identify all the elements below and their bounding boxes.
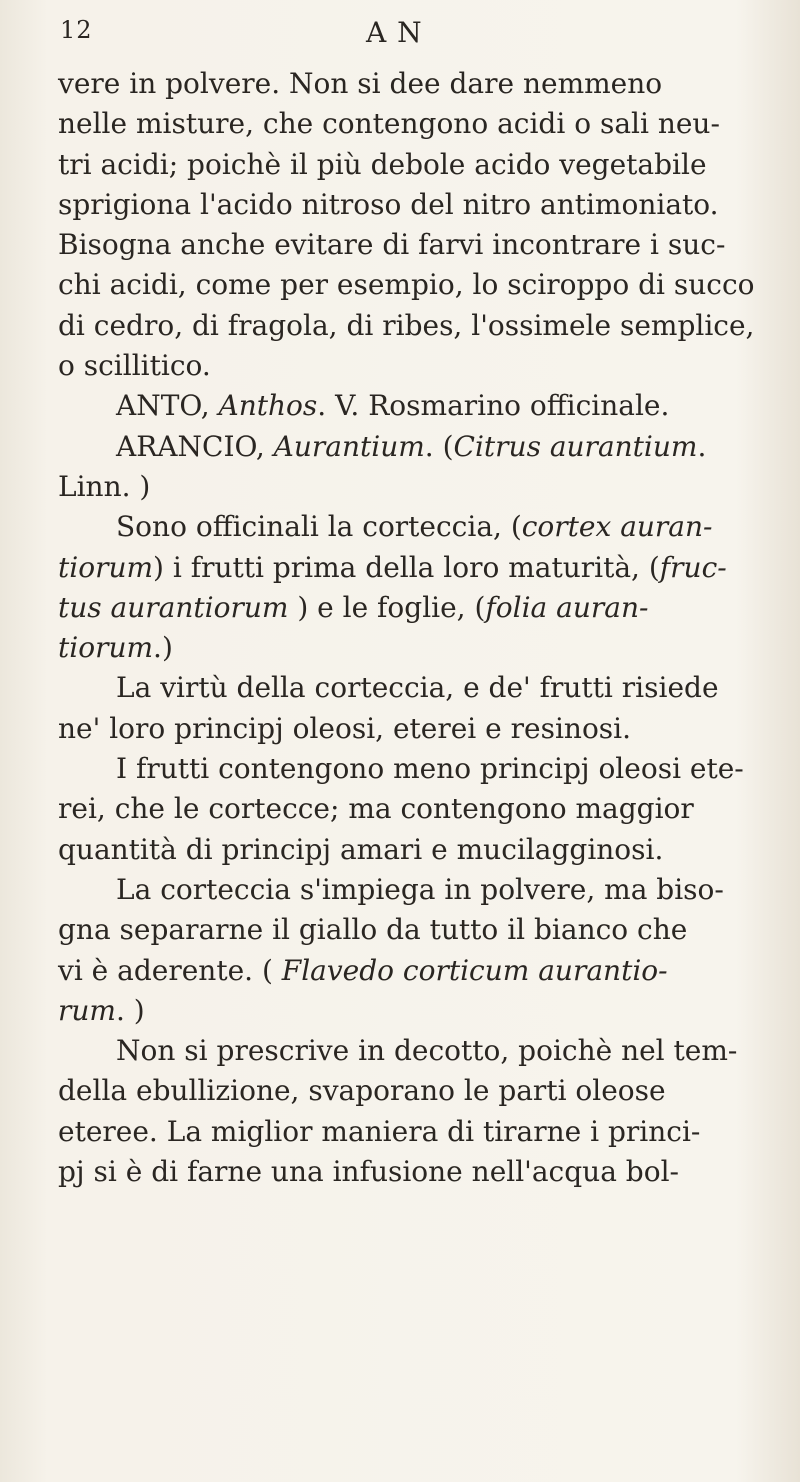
text-span: sprigiona l'acido nitroso del nitro antimoniato. (58, 187, 719, 221)
text-span: ARANCIO, (116, 429, 274, 463)
italic-text: folia auran- (485, 590, 649, 624)
text-line (58, 548, 758, 588)
text-line (58, 749, 758, 789)
text-line (58, 265, 758, 305)
italic-text: cortex auran- (521, 510, 713, 544)
text-line (58, 507, 758, 547)
body-text (58, 64, 758, 1192)
text-span: Non si prescrive in decotto, poichè nel tem- (116, 1034, 738, 1068)
text-line (58, 709, 758, 749)
text-line (58, 386, 758, 426)
text-span: tri acidi; poichè il più debole acido vegetabile (58, 147, 707, 181)
text-line (58, 668, 758, 708)
italic-text: Citrus aurantium (453, 429, 698, 463)
text-span: della ebullizione, svaporano le parti oleose (58, 1074, 666, 1108)
text-span: quantità di principj amari e mucilagginosi. (58, 832, 664, 866)
text-span: . ( (424, 429, 454, 463)
text-line (58, 789, 758, 829)
page-header (0, 16, 800, 56)
text-line (58, 628, 758, 668)
text-line (58, 870, 758, 910)
text-line (58, 1031, 758, 1071)
italic-text: fruc- (659, 550, 727, 584)
italic-text: tiorum (58, 550, 154, 584)
italic-text: Flavedo corticum aurantio- (281, 953, 668, 987)
running-head: A N (366, 16, 423, 49)
italic-text: Aurantium (273, 429, 425, 463)
italic-text: tiorum (58, 631, 154, 665)
page-number: 12 (60, 16, 93, 44)
text-span: ne' loro principj oleosi, eterei e resinosi. (58, 711, 632, 745)
text-span: Sono officinali la corteccia, ( (116, 510, 522, 544)
text-line (58, 951, 758, 991)
text-span: Linn. ) (58, 469, 151, 503)
text-span: vi è aderente. ( (58, 953, 282, 987)
text-span: La virtù della corteccia, e de' frutti risiede (116, 671, 719, 705)
text-span: pj si è di farne una infusione nell'acqua bol- (58, 1155, 679, 1189)
text-line (58, 1112, 758, 1152)
text-span: vere in polvere. Non si dee dare nemmeno (58, 67, 663, 100)
text-line (58, 1152, 758, 1192)
text-line (58, 64, 758, 104)
text-span: di cedro, di fragola, di ribes, l'ossimele semplice, (58, 308, 755, 342)
italic-text: Anthos (218, 389, 318, 423)
text-span: . (697, 429, 707, 463)
italic-text: rum (58, 993, 116, 1027)
text-span: ) i frutti prima della loro maturità, ( (153, 550, 660, 584)
italic-text: tus aurantiorum (58, 590, 289, 624)
text-span: o scillitico. (58, 349, 211, 383)
text-line (58, 467, 758, 507)
text-span: ANTO, (116, 389, 219, 423)
text-line (58, 346, 758, 386)
text-span: . ) (115, 993, 145, 1027)
text-span: . V. Rosmarino officinale. (317, 389, 670, 423)
text-line (58, 185, 758, 225)
text-span: .) (153, 631, 173, 665)
text-span: ) e le foglie, ( (288, 590, 486, 624)
text-line (58, 104, 758, 144)
text-span: I frutti contengono meno principj oleosi ete- (116, 752, 744, 786)
text-span: rei, che le cortecce; ma contengono maggior (58, 792, 694, 826)
text-line (58, 910, 758, 950)
text-span: gna separarne il giallo da tutto il bianco che (58, 913, 688, 947)
text-line (58, 830, 758, 870)
text-span: Bisogna anche evitare di farvi incontrare i suc- (58, 228, 726, 262)
text-line (58, 427, 758, 467)
text-line (58, 588, 758, 628)
text-line (58, 1071, 758, 1111)
text-span: eteree. La miglior maniera di tirarne i princi- (58, 1114, 701, 1148)
text-line (58, 991, 758, 1031)
text-line (58, 145, 758, 185)
text-line (58, 306, 758, 346)
text-span: La corteccia s'impiega in polvere, ma biso- (116, 872, 724, 906)
text-span: nelle misture, che contengono acidi o sali neu- (58, 107, 720, 141)
text-span: chi acidi, come per esempio, lo sciroppo di succo (58, 268, 755, 302)
text-line (58, 225, 758, 265)
